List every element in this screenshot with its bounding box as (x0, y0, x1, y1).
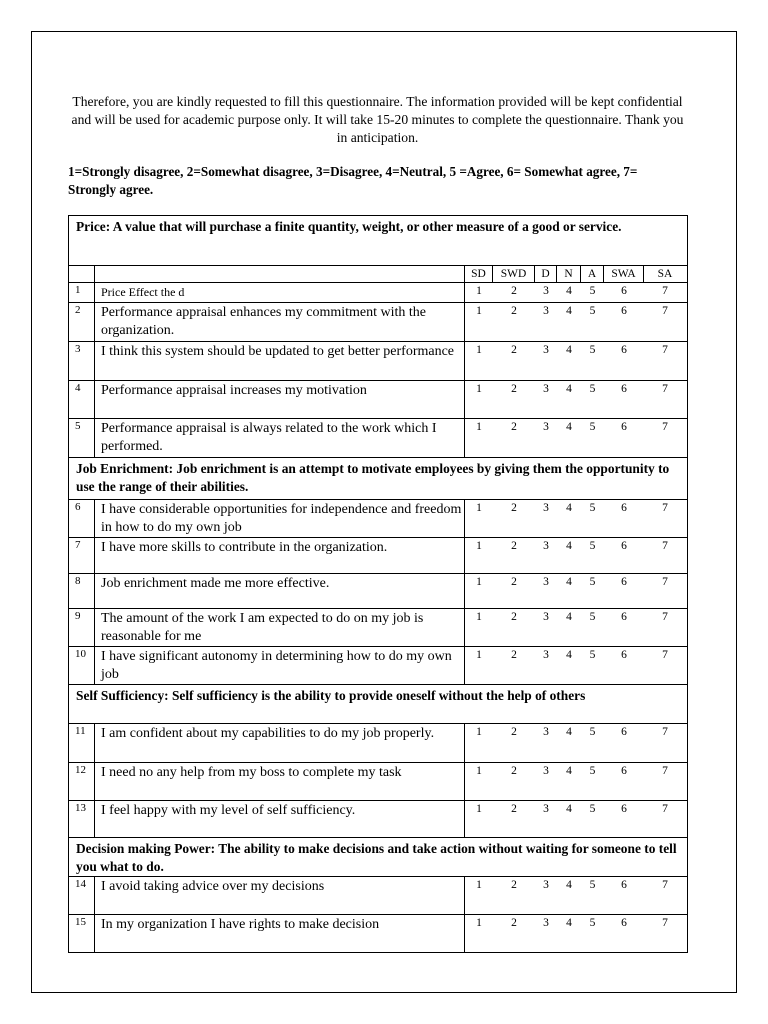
score-option-1[interactable]: 1 (476, 502, 482, 514)
score-option-6[interactable]: 6 (621, 917, 627, 929)
score-option-1[interactable]: 1 (476, 765, 482, 777)
score-option-3[interactable]: 3 (543, 285, 549, 297)
score-option-2[interactable]: 2 (511, 765, 517, 777)
score-option-3[interactable]: 3 (543, 879, 549, 891)
score-option-7[interactable]: 7 (662, 576, 668, 588)
score-option-6[interactable]: 6 (621, 649, 627, 661)
question-number: 4 (69, 381, 95, 419)
question-statement: In my organization I have rights to make decision (95, 915, 465, 953)
section-price-heading: Price: A value that will purchase a finite quantity, weight, or other measure of a good or service. (69, 216, 688, 266)
score-option-2[interactable]: 2 (511, 611, 517, 623)
section-heading-decision-making: Decision making Power: The ability to make decisions and take action without waiting for someone to tell you what to do. (69, 838, 688, 877)
score-option-6[interactable]: 6 (621, 421, 627, 433)
score-option-2[interactable]: 2 (511, 305, 517, 317)
score-option-2[interactable]: 2 (511, 917, 517, 929)
section-row (69, 838, 688, 877)
score-option-2[interactable]: 2 (511, 344, 517, 356)
question-scores (465, 763, 688, 801)
question-number: 14 (69, 877, 95, 915)
question-scores (465, 342, 688, 381)
question-row (69, 763, 688, 801)
score-option-1[interactable]: 1 (476, 803, 482, 815)
score-option-7[interactable]: 7 (662, 649, 668, 661)
question-statement: I think this system should be updated to get better performance (95, 342, 465, 381)
score-option-4[interactable]: 4 (566, 540, 572, 552)
question-row (69, 647, 688, 685)
score-option-1[interactable]: 1 (476, 421, 482, 433)
header-blank-statement (95, 266, 465, 283)
question-row (69, 538, 688, 574)
score-option-2[interactable]: 2 (511, 421, 517, 433)
question-scores (465, 574, 688, 609)
question-number: 15 (69, 915, 95, 953)
score-option-3[interactable]: 3 (543, 611, 549, 623)
question-row (69, 283, 688, 303)
score-option-1[interactable]: 1 (476, 649, 482, 661)
score-option-7[interactable]: 7 (662, 726, 668, 738)
score-option-6[interactable]: 6 (621, 803, 627, 815)
col-sa: SA (657, 268, 673, 280)
score-option-1[interactable]: 1 (476, 344, 482, 356)
question-number: 1 (69, 283, 95, 303)
score-option-2[interactable]: 2 (511, 803, 517, 815)
header-blank-num (69, 266, 95, 283)
question-scores (465, 647, 688, 685)
score-option-4[interactable]: 4 (566, 611, 572, 623)
question-row (69, 381, 688, 419)
question-number: 6 (69, 500, 95, 538)
score-option-7[interactable]: 7 (662, 917, 668, 929)
question-row (69, 915, 688, 953)
score-option-7[interactable]: 7 (662, 611, 668, 623)
question-scores (465, 877, 688, 915)
score-option-1[interactable]: 1 (476, 576, 482, 588)
score-option-4[interactable]: 4 (566, 502, 572, 514)
score-option-4[interactable]: 4 (566, 421, 572, 433)
question-statement: I have considerable opportunities for independence and freedom in how to do my own job (95, 500, 465, 538)
question-statement: The amount of the work I am expected to do on my job is reasonable for me (95, 609, 465, 647)
score-option-3[interactable]: 3 (543, 765, 549, 777)
score-option-7[interactable]: 7 (662, 765, 668, 777)
question-scores (465, 381, 688, 419)
question-number: 8 (69, 574, 95, 609)
question-statement: I feel happy with my level of self sufficiency. (95, 801, 465, 838)
score-option-6[interactable]: 6 (621, 879, 627, 891)
score-option-2[interactable]: 2 (511, 879, 517, 891)
col-n: N (557, 266, 581, 282)
score-option-5[interactable]: 5 (589, 576, 596, 588)
question-scores (465, 609, 688, 647)
score-option-2[interactable]: 2 (511, 576, 517, 588)
question-statement: Performance appraisal enhances my commitment with the organization. (95, 303, 465, 342)
question-number: 11 (69, 724, 95, 763)
score-option-1[interactable]: 1 (476, 879, 482, 891)
score-option-3[interactable]: 3 (543, 917, 549, 929)
question-statement: I have significant autonomy in determining how to do my own job (95, 647, 465, 685)
question-scores (465, 500, 688, 538)
question-scores (465, 283, 688, 303)
score-option-7[interactable]: 7 (662, 879, 668, 891)
question-row (69, 574, 688, 609)
section-row (69, 685, 688, 724)
score-option-3[interactable]: 3 (543, 502, 549, 514)
score-option-4[interactable]: 4 (566, 305, 572, 317)
question-row (69, 609, 688, 647)
score-option-1[interactable]: 1 (476, 917, 482, 929)
score-option-6[interactable]: 6 (621, 726, 627, 738)
question-number: 7 (69, 538, 95, 574)
question-number: 3 (69, 342, 95, 381)
question-scores (465, 419, 688, 458)
col-swd: SWD (493, 266, 535, 282)
questionnaire-table (68, 215, 688, 953)
score-option-2[interactable]: 2 (511, 649, 517, 661)
question-row (69, 419, 688, 458)
question-statement: Job enrichment made me more effective. (95, 574, 465, 609)
score-option-5[interactable]: 5 (589, 502, 596, 514)
question-statement: Performance appraisal increases my motivation (95, 381, 465, 419)
score-option-6[interactable]: 6 (621, 540, 627, 552)
question-row (69, 500, 688, 538)
question-scores (465, 724, 688, 763)
score-option-5[interactable]: 5 (589, 344, 596, 356)
question-scores (465, 801, 688, 838)
score-option-5[interactable]: 5 (589, 726, 596, 738)
score-option-5[interactable]: 5 (589, 540, 596, 552)
score-option-5[interactable]: 5 (589, 305, 596, 317)
question-number: 13 (69, 801, 95, 838)
score-option-6[interactable]: 6 (621, 611, 627, 623)
score-option-5[interactable]: 5 (589, 383, 596, 395)
score-option-4[interactable]: 4 (566, 649, 572, 661)
score-option-6[interactable]: 6 (621, 305, 627, 317)
score-option-1[interactable]: 1 (476, 305, 482, 317)
question-scores (465, 303, 688, 342)
question-row (69, 724, 688, 763)
question-row (69, 801, 688, 838)
score-option-7[interactable]: 7 (662, 803, 668, 815)
score-option-3[interactable]: 3 (543, 649, 549, 661)
score-option-6[interactable]: 6 (621, 285, 627, 297)
score-option-2[interactable]: 2 (511, 502, 517, 514)
question-statement: I am confident about my capabilities to do my job properly. (95, 724, 465, 763)
score-option-7[interactable]: 7 (662, 540, 668, 552)
scale-legend: 1=Strongly disagree, 2=Somewhat disagree, 3=Disagree, 4=Neutral, 5 =Agree, 6= Somewhat agree, 7= Strongly agree. (68, 164, 638, 197)
question-statement: Price Effect the d (95, 283, 465, 303)
header-scale-cells (465, 266, 688, 283)
score-option-7[interactable]: 7 (662, 305, 668, 317)
score-option-6[interactable]: 6 (621, 765, 627, 777)
score-option-2[interactable]: 2 (511, 726, 517, 738)
question-number: 9 (69, 609, 95, 647)
question-number: 10 (69, 647, 95, 685)
score-option-6[interactable]: 6 (621, 502, 627, 514)
score-option-4[interactable]: 4 (566, 879, 572, 891)
score-option-2[interactable]: 2 (511, 540, 517, 552)
score-option-1[interactable]: 1 (476, 726, 482, 738)
question-row (69, 877, 688, 915)
question-row (69, 342, 688, 381)
score-option-4[interactable]: 4 (566, 285, 572, 297)
score-option-5[interactable]: 5 (589, 649, 596, 661)
score-option-1[interactable]: 1 (476, 285, 482, 297)
score-option-3[interactable]: 3 (543, 344, 549, 356)
question-number: 2 (69, 303, 95, 342)
question-scores (465, 915, 688, 953)
question-statement: I avoid taking advice over my decisions (95, 877, 465, 915)
score-option-1[interactable]: 1 (476, 540, 482, 552)
score-option-6[interactable]: 6 (621, 576, 627, 588)
score-option-1[interactable]: 1 (476, 383, 482, 395)
question-scores (465, 538, 688, 574)
score-option-4[interactable]: 4 (566, 383, 572, 395)
score-option-6[interactable]: 6 (621, 344, 627, 356)
score-option-4[interactable]: 4 (566, 917, 572, 929)
score-option-5[interactable]: 5 (589, 765, 596, 777)
score-option-4[interactable]: 4 (566, 344, 572, 356)
score-option-4[interactable]: 4 (566, 726, 572, 738)
score-option-1[interactable]: 1 (476, 611, 482, 623)
question-statement: I need no any help from my boss to complete my task (95, 763, 465, 801)
score-option-5[interactable]: 5 (589, 917, 596, 929)
score-option-5[interactable]: 5 (589, 285, 596, 297)
score-option-3[interactable]: 3 (543, 383, 549, 395)
score-option-5[interactable]: 5 (589, 421, 596, 433)
col-swa: SWA (604, 266, 644, 282)
col-sd: SD (465, 266, 493, 282)
intro-text: Therefore, you are kindly requested to fill this questionnaire. The information provided will be kept confidential and will be used for academic purpose only. It will take 15-20 minutes to complete the questionnaire. Thank you in anticipation. (71, 94, 684, 145)
score-option-3[interactable]: 3 (543, 803, 549, 815)
score-option-3[interactable]: 3 (543, 576, 549, 588)
score-option-2[interactable]: 2 (511, 383, 517, 395)
score-option-5[interactable]: 5 (589, 611, 596, 623)
score-option-4[interactable]: 4 (566, 576, 572, 588)
score-option-7[interactable]: 7 (662, 383, 668, 395)
section-heading-job-enrichment: Job Enrichment: Job enrichment is an attempt to motivate employees by giving them the opportunity to use the range of their abilities. (69, 458, 688, 500)
score-option-5[interactable]: 5 (589, 803, 596, 815)
column-header-row (69, 266, 688, 283)
score-option-7[interactable]: 7 (662, 285, 668, 297)
score-option-7[interactable]: 7 (662, 344, 668, 356)
question-statement: I have more skills to contribute in the organization. (95, 538, 465, 574)
score-option-4[interactable]: 4 (566, 803, 572, 815)
score-option-2[interactable]: 2 (511, 285, 517, 297)
score-option-3[interactable]: 3 (543, 540, 549, 552)
section-price-row (69, 216, 688, 266)
score-option-7[interactable]: 7 (662, 502, 668, 514)
section-heading-self-sufficiency: Self Sufficiency: Self sufficiency is the ability to provide oneself without the help of others (69, 685, 688, 724)
question-number: 5 (69, 419, 95, 458)
question-number: 12 (69, 763, 95, 801)
col-d: D (535, 266, 557, 282)
section-row (69, 458, 688, 500)
col-a: A (581, 266, 604, 282)
score-option-3[interactable]: 3 (543, 305, 549, 317)
question-statement: Performance appraisal is always related to the work which I performed. (95, 419, 465, 458)
score-option-3[interactable]: 3 (543, 726, 549, 738)
score-option-4[interactable]: 4 (566, 765, 572, 777)
score-option-6[interactable]: 6 (621, 383, 627, 395)
score-option-3[interactable]: 3 (543, 421, 549, 433)
score-option-5[interactable]: 5 (589, 879, 596, 891)
question-row (69, 303, 688, 342)
score-option-7[interactable]: 7 (662, 421, 668, 433)
